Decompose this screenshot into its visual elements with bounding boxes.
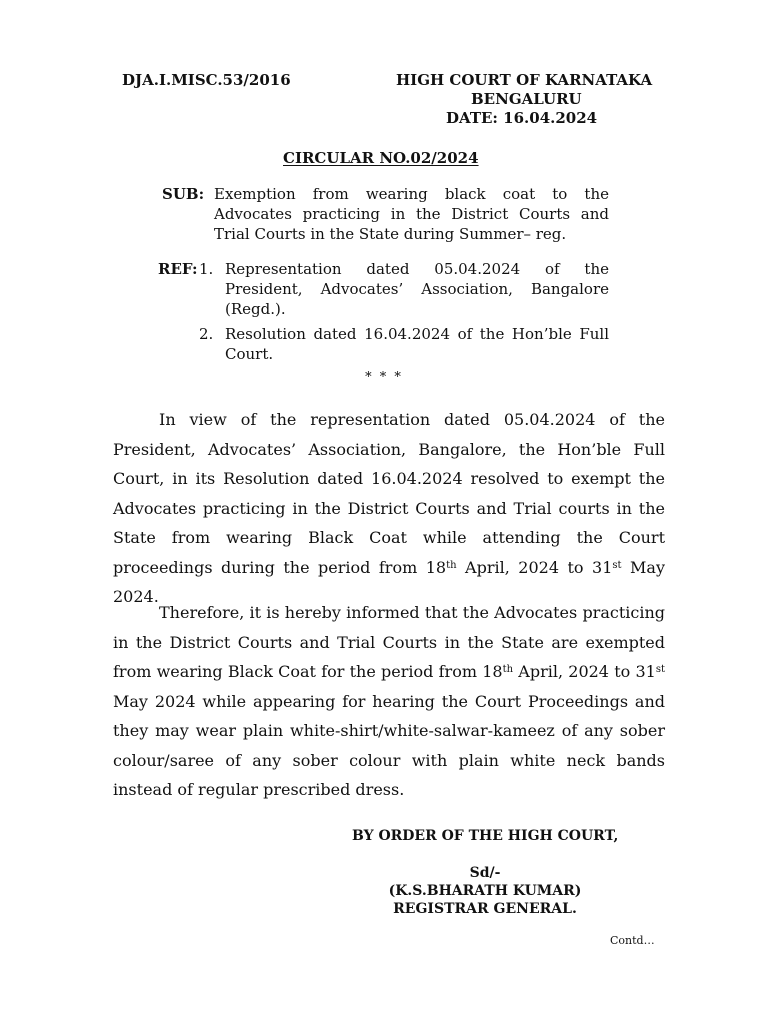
court-name: HIGH COURT OF KARNATAKA: [396, 71, 653, 89]
body-paragraph-2: [113, 598, 665, 805]
section-separator: * * *: [365, 370, 403, 385]
body-paragraph-1: [113, 405, 665, 612]
reference-label: REF:: [158, 260, 198, 278]
reference-item: [199, 259, 609, 319]
paragraph-text: Therefore, it is hereby informed that the Advocates practicing in the District Courts and Trial Courts in the State are exempted from wearing Black Coat for the period from 18: [113, 603, 665, 681]
by-order-line: BY ORDER OF THE HIGH COURT,: [352, 828, 619, 844]
subject-label: SUB:: [162, 185, 205, 203]
reference-number: 2.: [199, 325, 214, 343]
paragraph-text: In view of the representation dated 05.04.2024 of the President, Advocates’ Association, Bangalore, the Hon’ble Full Court, in its Resolution dated 16.04.2024 resolved to exempt the Advocates practicing in the District Courts and Trial courts in the State from wearing Black Coat while attending the Court proceedings during the period from 18: [113, 410, 665, 577]
file-number: DJA.I.MISC.53/2016: [122, 71, 291, 89]
signed-mark: Sd/-: [469, 865, 501, 881]
paragraph-text: April, 2024 to 31: [513, 662, 656, 681]
court-header: [380, 71, 670, 128]
reference-text: Representation dated 05.04.2024 of the President, Advocates’ Association, Bangalore (Regd.).: [225, 260, 609, 318]
continued-note: Contd…: [610, 934, 655, 947]
paragraph-text: May 2024 while appearing for hearing the Court Proceedings and they may wear plain white-shirt/white-salwar-kameez of any sober colour/saree of any sober colour with plain white neck bands instead of regular prescribed dress.: [113, 691, 665, 799]
signature-block: [360, 864, 610, 918]
ordinal-suffix: th: [502, 664, 514, 675]
circular-title: CIRCULAR NO.02/2024: [283, 149, 479, 167]
subject-text: Exemption from wearing black coat to the Advocates practicing in the District Courts and Trial Courts in the State during Summer– reg.: [214, 185, 609, 243]
reference-text: Resolution dated 16.04.2024 of the Hon’ble Full Court.: [225, 325, 609, 363]
circular-date: DATE: 16.04.2024: [446, 109, 598, 127]
ordinal-suffix: st: [655, 664, 665, 675]
ordinal-suffix: th: [446, 559, 457, 571]
paragraph-text: May 2024.: [113, 557, 666, 606]
reference-number: 1.: [199, 260, 214, 278]
reference-item: [199, 324, 609, 364]
signatory-name: (K.S.BHARATH KUMAR): [388, 883, 582, 899]
signatory-designation: REGISTRAR GENERAL.: [393, 901, 577, 917]
ordinal-suffix: st: [612, 559, 622, 571]
court-city: BENGALURU: [471, 90, 582, 108]
paragraph-text: April, 2024 to 31: [456, 557, 613, 577]
